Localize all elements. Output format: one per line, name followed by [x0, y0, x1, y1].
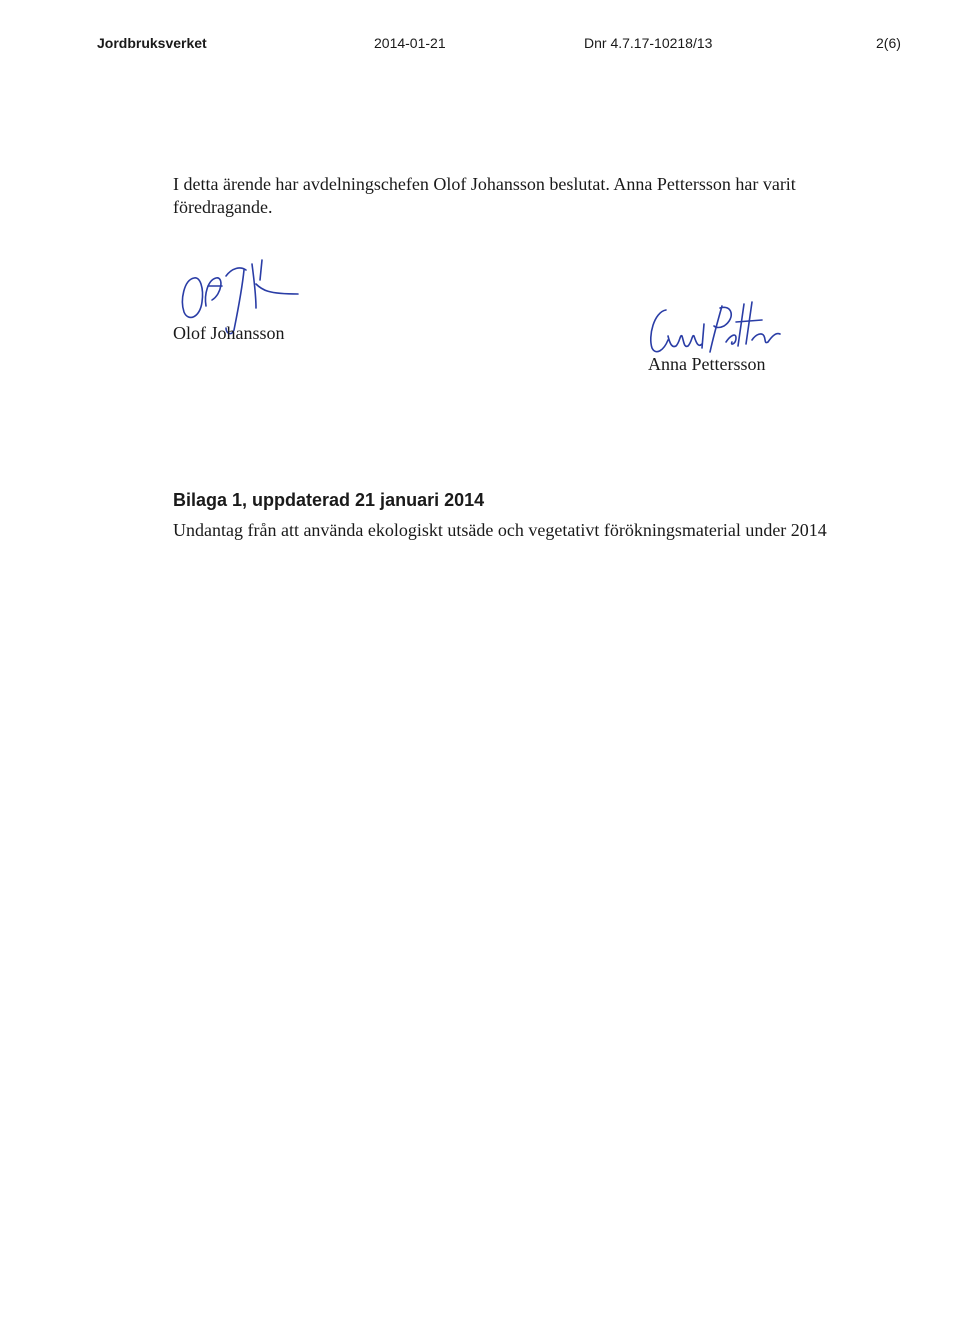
header-date: 2014-01-21 — [374, 35, 446, 51]
signatory-name: Olof Johansson — [173, 323, 285, 343]
decision-paragraph: I detta ärende har avdelningschefen Olof Johansson beslutat. Anna Pettersson har varit föredragande. — [173, 174, 796, 217]
appendix-description: Undantag från att använda ekologiskt utsäde och vegetativt förökningsmaterial under 2014 — [173, 520, 827, 540]
header-reference: Dnr 4.7.17-10218/13 — [584, 35, 713, 51]
appendix-title: Bilaga 1, uppdaterad 21 januari 2014 — [173, 490, 485, 510]
signatory-name: Anna Pettersson — [648, 354, 766, 374]
header-page-number: 2(6) — [876, 35, 901, 51]
header-organization: Jordbruksverket — [97, 35, 207, 51]
